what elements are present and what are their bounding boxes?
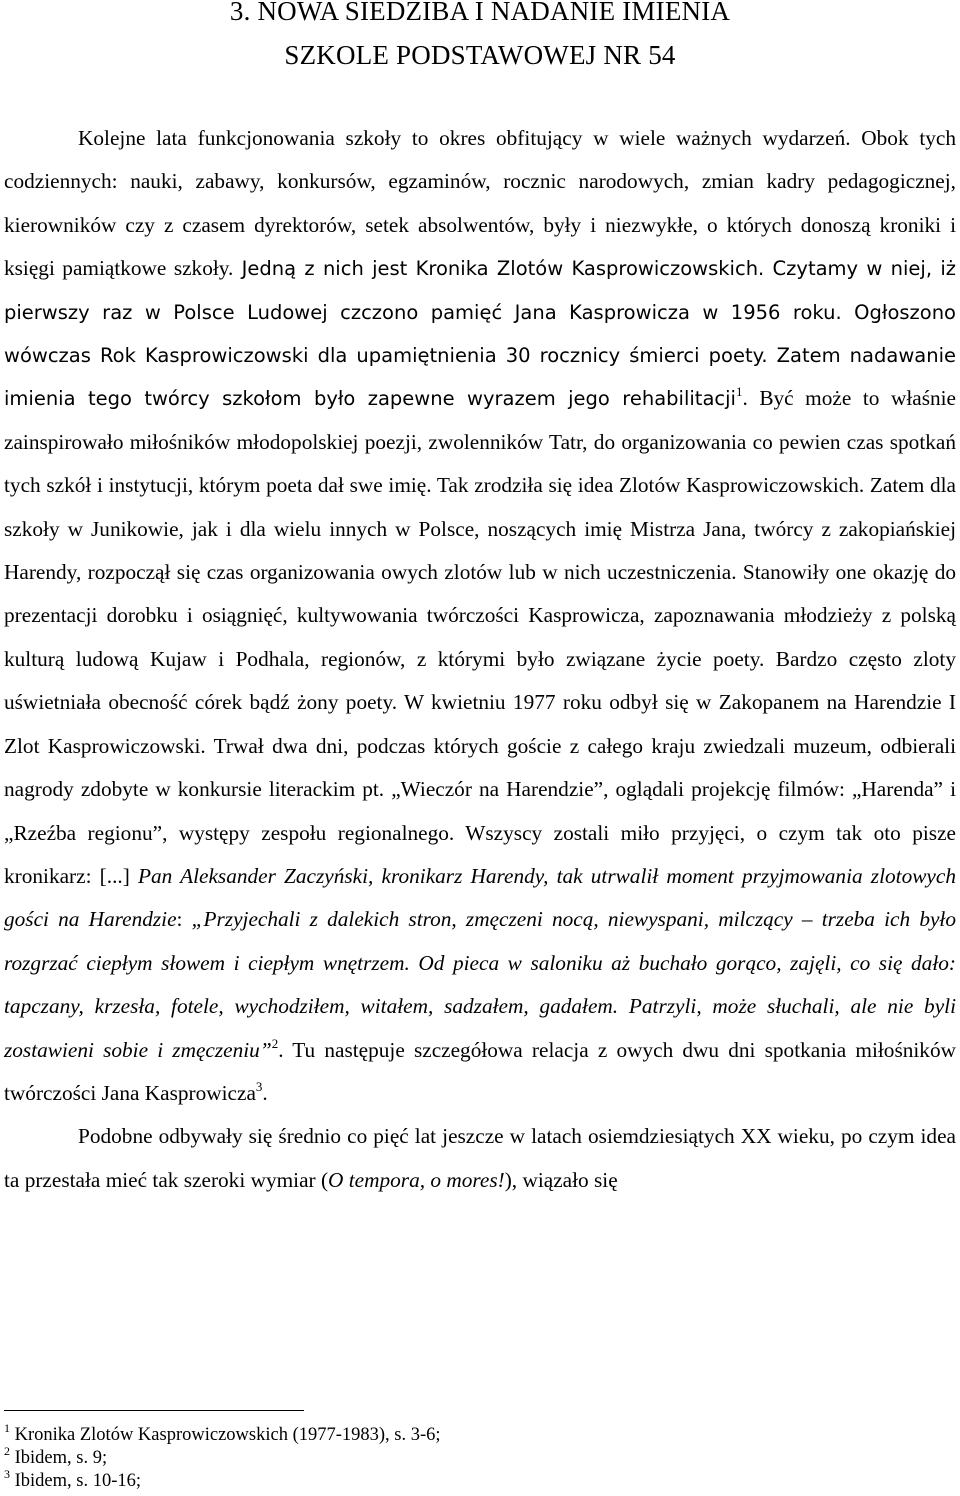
paragraph-2-sentence-2: ), wiązało się xyxy=(504,1167,618,1192)
footnote-ref-2: 2 xyxy=(271,1035,279,1051)
paragraph-1-sentence-2: Jedną z nich jest Kronika Zlotów Kasprowiczowskich. Czytamy w niej, iż pierwszy raz w Polsce Ludowej czczono pamięć Jana Kasprowicza w 1956 roku. Ogłoszono wówczas Rok Kasprowiczowski dla upamiętnienia 30 rocznicy śmierci poety. Zatem nadawanie imienia tego twórcy szkołom było zapewne wyrazem jego rehabilitacji xyxy=(4,257,956,411)
footnote-ref-1: 1 xyxy=(735,384,743,400)
paragraph-1-sentence-3: . Być może to właśnie zainspirowało miłośników młodopolskiej poezji, zwolenników Tatr, do organizowania co pewien czas spotkań tych szkół i instytucji, którym poeta dał swe imię. Tak zrodziła się idea Zlotów Kasprowiczowskich. Zatem dla szkoły w Junikowie, jak i dla wielu innych w Polsce, noszących imię Mistrza Jana, twórcy z zakopiańskiej Harendy, rozpoczął się czas organizowania owych zlotów lub w nich uczestniczenia. Stanowiły one okazję do prezentacji dorobku i osiągnięć, kultywowania twórczości Kasprowicza, zapoznawania młodzieży z polską kulturą ludową Kujaw i Podhala, regionów, z którymi było związane życie poety. Bardzo często zloty uświetniała obecność córek bądź żony poety. W kwietniu 1977 roku odbył się w Zakopanem na Harendzie I Zlot Kasprowiczowski. Trwał dwa dni, podczas których goście z całego kraju zwiedzali muzeum, odbierali nagrody zdobyte w konkursie literackim pt. „Wieczór na Harendzie”, oglądali projekcję filmów: „Harenda” i „Rzeźba regionu”, występy zespołu regionalnego. Wszyscy zostali miło przyjęci, o czym tak oto pisze kronikarz: [...] xyxy=(4,386,956,888)
paragraph-1-sentence-5: . xyxy=(262,1080,268,1105)
footnote-number: 3 xyxy=(4,1467,10,1481)
latin-phrase: O tempora, o mores! xyxy=(328,1167,505,1192)
document-page xyxy=(4,0,956,1202)
quote-text: „Przyjechali z dalekich stron, zmęczeni nocą, niewyspani, milczący – trzeba ich było rozgrzać ciepłym słowem i ciepłym wnętrzem. Od pieca w saloniku aż buchało gorąco, zajęli, co się dało: tapczany, krzesła, fotele, wychodziłem, witałem, sadzałem, gadałem. Patrzyli, może słuchali, ale nie byli zostawieni sobie i zmęczeniu” xyxy=(4,907,956,1062)
footnote-2 xyxy=(4,1444,944,1470)
footnote-number: 2 xyxy=(4,1444,10,1458)
paragraph-1-sentence-1: Kolejne lata funkcjonowania szkoły to okres obfitujący w wiele ważnych wydarzeń. Obok tych codziennych: nauki, zabawy, konkursów, egzaminów, rocznic narodowych, zmian kadry pedagogicznej, kierowników czy z czasem dyrektorów, setek absolwentów, były i niezwykłe, o których donoszą kroniki i księgi pamiątkowe szkoły. xyxy=(4,126,956,281)
quote-colon: : xyxy=(176,907,192,932)
footnote-3 xyxy=(4,1467,944,1493)
footnote-text: Kronika Zlotów Kasprowiczowskich (1977-1983), s. 3-6; xyxy=(10,1425,441,1445)
quote-intro: Pan Aleksander Zaczyński, kronikarz Harendy, tak utrwalił moment przyjmowania zlotowych gości na Harendzie xyxy=(4,863,956,932)
footnote-ref-3: 3 xyxy=(255,1078,263,1094)
paragraph-1-sentence-4: . Tu następuje szczegółowa relacja z owych dwu dni spotkania miłośników twórczości Jana Kasprowicza xyxy=(4,1037,956,1105)
footnotes xyxy=(4,1421,944,1493)
paragraph-2-sentence-1: Podobne odbywały się średnio co pięć lat jeszcze w latach osiemdziesiątych XX wieku, po czym idea ta przestała mieć tak szeroki wymiar ( xyxy=(4,1124,956,1192)
heading-line-1: 3. NOWA SIEDZIBA I NADANIE IMIENIA xyxy=(229,0,731,26)
footnote-separator xyxy=(4,1410,304,1411)
paragraph-2 xyxy=(4,1115,956,1202)
body-text xyxy=(4,117,956,1202)
paragraph-1 xyxy=(4,117,956,1115)
footnote-1 xyxy=(4,1421,944,1447)
footnote-number: 1 xyxy=(4,1421,10,1435)
footnote-text: Ibidem, s. 9; xyxy=(10,1448,108,1468)
heading-line-2: SZKOLE PODSTAWOWEJ NR 54 xyxy=(284,40,676,70)
chapter-heading xyxy=(4,0,956,77)
footnote-text: Ibidem, s. 10-16; xyxy=(10,1471,142,1491)
